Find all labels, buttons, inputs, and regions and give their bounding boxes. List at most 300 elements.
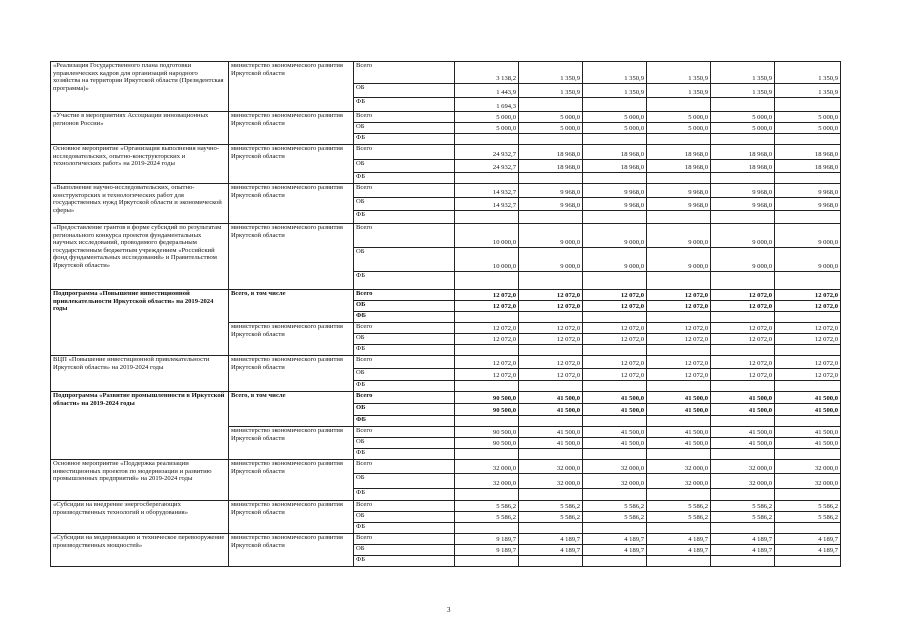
amount-cell: 12 072,0 bbox=[519, 356, 583, 369]
amount-cell: 12 072,0 bbox=[455, 290, 519, 301]
amount-cell: 12 072,0 bbox=[519, 301, 583, 312]
amount-cell: 5 000,0 bbox=[711, 112, 775, 123]
amount-cell bbox=[647, 272, 711, 290]
amount-cell bbox=[583, 312, 647, 323]
amount-cell: 1 694,3 bbox=[455, 98, 519, 112]
amount-cell bbox=[455, 272, 519, 290]
executor-cell: министерство экономического развития Иркутской области bbox=[229, 323, 354, 356]
amount-cell: 18 968,0 bbox=[647, 160, 711, 173]
amount-cell: 18 968,0 bbox=[647, 145, 711, 160]
funding-source-cell: ФБ bbox=[354, 134, 455, 145]
executor-cell: министерство экономического развития Иркутской области bbox=[229, 501, 354, 534]
amount-cell bbox=[711, 98, 775, 112]
amount-cell: 41 500,0 bbox=[519, 427, 583, 438]
amount-cell: 12 072,0 bbox=[711, 356, 775, 369]
funding-source-cell: ОБ bbox=[354, 248, 455, 272]
funding-source-cell: ОБ bbox=[354, 438, 455, 449]
funding-source-cell: ФБ bbox=[354, 173, 455, 184]
amount-cell: 32 000,0 bbox=[775, 474, 841, 489]
amount-cell: 12 072,0 bbox=[775, 290, 841, 301]
amount-cell: 18 968,0 bbox=[583, 145, 647, 160]
amount-cell bbox=[519, 173, 583, 184]
amount-cell: 90 500,0 bbox=[455, 392, 519, 404]
amount-cell bbox=[519, 272, 583, 290]
funding-source-cell: ФБ bbox=[354, 381, 455, 392]
amount-cell: 5 000,0 bbox=[775, 123, 841, 134]
funding-source-cell: Всего bbox=[354, 145, 455, 160]
funding-source-cell: ОБ bbox=[354, 545, 455, 556]
amount-cell: 9 189,7 bbox=[455, 545, 519, 556]
amount-cell bbox=[455, 345, 519, 356]
funding-source-cell: ОБ bbox=[354, 84, 455, 98]
amount-cell: 5 000,0 bbox=[455, 123, 519, 134]
amount-cell: 41 500,0 bbox=[519, 404, 583, 416]
amount-cell: 41 500,0 bbox=[711, 427, 775, 438]
funding-source-cell: ОБ bbox=[354, 474, 455, 489]
amount-cell: 4 189,7 bbox=[519, 534, 583, 545]
amount-cell: 9 000,0 bbox=[775, 224, 841, 248]
amount-cell: 5 586,2 bbox=[711, 512, 775, 523]
amount-cell bbox=[455, 489, 519, 501]
amount-cell bbox=[647, 211, 711, 224]
amount-cell bbox=[583, 345, 647, 356]
funding-source-cell: ФБ bbox=[354, 272, 455, 290]
amount-cell bbox=[583, 416, 647, 427]
amount-cell: 9 189,7 bbox=[455, 534, 519, 545]
amount-cell bbox=[647, 345, 711, 356]
amount-cell bbox=[775, 272, 841, 290]
table-row bbox=[51, 356, 841, 369]
executor-cell: министерство экономического развития Иркутской области bbox=[229, 460, 354, 501]
amount-cell: 3 138,2 bbox=[455, 62, 519, 84]
amount-cell: 12 072,0 bbox=[711, 369, 775, 381]
amount-cell: 4 189,7 bbox=[775, 534, 841, 545]
amount-cell: 9 000,0 bbox=[519, 248, 583, 272]
amount-cell bbox=[455, 523, 519, 534]
amount-cell: 12 072,0 bbox=[647, 334, 711, 345]
amount-cell bbox=[583, 134, 647, 145]
amount-cell bbox=[711, 312, 775, 323]
funding-source-cell: Всего bbox=[354, 534, 455, 545]
amount-cell: 12 072,0 bbox=[455, 369, 519, 381]
table-row bbox=[51, 112, 841, 123]
amount-cell bbox=[647, 98, 711, 112]
amount-cell: 5 586,2 bbox=[455, 501, 519, 512]
amount-cell bbox=[519, 98, 583, 112]
amount-cell bbox=[711, 416, 775, 427]
amount-cell: 12 072,0 bbox=[583, 356, 647, 369]
amount-cell bbox=[455, 312, 519, 323]
amount-cell bbox=[711, 556, 775, 567]
funding-source-cell: ОБ bbox=[354, 404, 455, 416]
table-row bbox=[51, 224, 841, 248]
amount-cell: 41 500,0 bbox=[711, 438, 775, 449]
amount-cell: 41 500,0 bbox=[519, 392, 583, 404]
amount-cell bbox=[647, 416, 711, 427]
amount-cell: 5 586,2 bbox=[519, 512, 583, 523]
amount-cell bbox=[519, 345, 583, 356]
amount-cell: 32 000,0 bbox=[455, 460, 519, 474]
amount-cell: 24 932,7 bbox=[455, 145, 519, 160]
amount-cell: 1 350,9 bbox=[519, 62, 583, 84]
amount-cell: 14 932,7 bbox=[455, 198, 519, 211]
amount-cell: 9 968,0 bbox=[775, 184, 841, 198]
amount-cell: 12 072,0 bbox=[775, 334, 841, 345]
funding-source-cell: Всего bbox=[354, 460, 455, 474]
amount-cell: 32 000,0 bbox=[711, 474, 775, 489]
table-row bbox=[51, 501, 841, 512]
amount-cell: 12 072,0 bbox=[519, 369, 583, 381]
amount-cell: 32 000,0 bbox=[519, 474, 583, 489]
funding-source-cell: ФБ bbox=[354, 211, 455, 224]
amount-cell: 12 072,0 bbox=[711, 290, 775, 301]
amount-cell: 32 000,0 bbox=[647, 474, 711, 489]
amount-cell bbox=[711, 134, 775, 145]
amount-cell bbox=[647, 449, 711, 460]
program-name-cell: Подпрограмма «Развитие промышленности в Иркутской области» на 2019-2024 годы bbox=[51, 392, 229, 460]
amount-cell bbox=[455, 556, 519, 567]
amount-cell bbox=[519, 489, 583, 501]
amount-cell: 41 500,0 bbox=[711, 392, 775, 404]
amount-cell bbox=[775, 489, 841, 501]
amount-cell: 12 072,0 bbox=[455, 356, 519, 369]
funding-source-cell: Всего bbox=[354, 501, 455, 512]
amount-cell bbox=[711, 272, 775, 290]
amount-cell: 5 000,0 bbox=[711, 123, 775, 134]
amount-cell: 41 500,0 bbox=[647, 404, 711, 416]
executor-cell: министерство экономического развития Иркутской области bbox=[229, 184, 354, 224]
amount-cell bbox=[455, 416, 519, 427]
amount-cell: 5 000,0 bbox=[775, 112, 841, 123]
amount-cell: 12 072,0 bbox=[711, 323, 775, 334]
amount-cell: 12 072,0 bbox=[455, 323, 519, 334]
funding-table bbox=[50, 61, 841, 567]
amount-cell bbox=[711, 523, 775, 534]
amount-cell: 4 189,7 bbox=[647, 545, 711, 556]
amount-cell bbox=[455, 211, 519, 224]
funding-source-cell: Всего bbox=[354, 290, 455, 301]
amount-cell: 41 500,0 bbox=[583, 392, 647, 404]
amount-cell: 4 189,7 bbox=[583, 545, 647, 556]
amount-cell: 5 586,2 bbox=[455, 512, 519, 523]
amount-cell: 10 000,0 bbox=[455, 248, 519, 272]
amount-cell: 9 000,0 bbox=[583, 224, 647, 248]
amount-cell: 5 000,0 bbox=[519, 112, 583, 123]
amount-cell bbox=[711, 211, 775, 224]
funding-source-cell: ФБ bbox=[354, 523, 455, 534]
amount-cell: 5 586,2 bbox=[775, 512, 841, 523]
amount-cell bbox=[583, 523, 647, 534]
funding-source-cell: ОБ bbox=[354, 160, 455, 173]
amount-cell: 41 500,0 bbox=[519, 438, 583, 449]
amount-cell: 1 350,9 bbox=[711, 62, 775, 84]
amount-cell: 1 350,9 bbox=[647, 62, 711, 84]
amount-cell: 5 000,0 bbox=[583, 112, 647, 123]
funding-source-cell: Всего bbox=[354, 427, 455, 438]
amount-cell bbox=[455, 173, 519, 184]
amount-cell: 5 586,2 bbox=[711, 501, 775, 512]
amount-cell: 12 072,0 bbox=[647, 356, 711, 369]
amount-cell: 41 500,0 bbox=[583, 438, 647, 449]
amount-cell: 1 350,9 bbox=[711, 84, 775, 98]
amount-cell: 41 500,0 bbox=[711, 404, 775, 416]
amount-cell bbox=[647, 556, 711, 567]
amount-cell bbox=[519, 312, 583, 323]
amount-cell bbox=[711, 173, 775, 184]
table-row bbox=[51, 145, 841, 160]
amount-cell: 5 000,0 bbox=[647, 123, 711, 134]
amount-cell bbox=[583, 556, 647, 567]
amount-cell bbox=[583, 489, 647, 501]
amount-cell: 32 000,0 bbox=[583, 460, 647, 474]
amount-cell: 9 968,0 bbox=[711, 184, 775, 198]
amount-cell bbox=[455, 449, 519, 460]
amount-cell: 9 968,0 bbox=[775, 198, 841, 211]
amount-cell: 41 500,0 bbox=[775, 438, 841, 449]
amount-cell: 1 443,9 bbox=[455, 84, 519, 98]
table-row bbox=[51, 460, 841, 474]
amount-cell bbox=[519, 381, 583, 392]
amount-cell: 12 072,0 bbox=[583, 369, 647, 381]
amount-cell: 9 968,0 bbox=[519, 198, 583, 211]
amount-cell bbox=[711, 489, 775, 501]
amount-cell: 4 189,7 bbox=[519, 545, 583, 556]
program-name-cell: «Предоставление грантов в форме субсидий по результатам регионального конкурса проектов фундаментальных научных исследований, проводимого федеральным государственным бюджетным учреждением «Российский фонд фундаментальных исследований» и Правительством Иркутской области» bbox=[51, 224, 229, 290]
amount-cell: 1 350,9 bbox=[775, 84, 841, 98]
amount-cell: 18 968,0 bbox=[519, 145, 583, 160]
amount-cell: 41 500,0 bbox=[647, 392, 711, 404]
executor-cell: министерство экономического развития Иркутской области bbox=[229, 62, 354, 112]
amount-cell bbox=[519, 416, 583, 427]
program-name-cell: Подпрограмма «Повышение инвестиционной привлекательности Иркутской области» на 2019-2024 годы bbox=[51, 290, 229, 356]
table-row bbox=[51, 392, 841, 404]
amount-cell: 5 586,2 bbox=[583, 501, 647, 512]
table-row bbox=[51, 62, 841, 84]
amount-cell: 9 000,0 bbox=[711, 224, 775, 248]
funding-source-cell: Всего bbox=[354, 323, 455, 334]
amount-cell bbox=[711, 345, 775, 356]
amount-cell: 14 932,7 bbox=[455, 184, 519, 198]
amount-cell: 12 072,0 bbox=[775, 301, 841, 312]
funding-source-cell: ОБ bbox=[354, 512, 455, 523]
amount-cell bbox=[583, 173, 647, 184]
amount-cell bbox=[711, 449, 775, 460]
funding-source-cell: Всего bbox=[354, 112, 455, 123]
amount-cell bbox=[711, 381, 775, 392]
amount-cell bbox=[455, 381, 519, 392]
table-row bbox=[51, 534, 841, 545]
amount-cell bbox=[647, 489, 711, 501]
amount-cell bbox=[775, 523, 841, 534]
amount-cell bbox=[775, 556, 841, 567]
amount-cell: 41 500,0 bbox=[775, 404, 841, 416]
amount-cell: 12 072,0 bbox=[583, 323, 647, 334]
amount-cell: 5 586,2 bbox=[775, 501, 841, 512]
amount-cell bbox=[775, 449, 841, 460]
amount-cell bbox=[583, 449, 647, 460]
funding-source-cell: Всего bbox=[354, 356, 455, 369]
table-row bbox=[51, 290, 841, 301]
amount-cell: 18 968,0 bbox=[519, 160, 583, 173]
amount-cell: 12 072,0 bbox=[519, 290, 583, 301]
funding-source-cell: ФБ bbox=[354, 312, 455, 323]
amount-cell: 12 072,0 bbox=[775, 369, 841, 381]
executor-cell: Всего, в том числе bbox=[229, 392, 354, 427]
amount-cell: 5 000,0 bbox=[647, 112, 711, 123]
amount-cell: 12 072,0 bbox=[711, 334, 775, 345]
amount-cell bbox=[775, 173, 841, 184]
amount-cell: 41 500,0 bbox=[775, 427, 841, 438]
amount-cell bbox=[583, 98, 647, 112]
amount-cell: 41 500,0 bbox=[583, 427, 647, 438]
amount-cell: 41 500,0 bbox=[647, 427, 711, 438]
funding-source-cell: ОБ bbox=[354, 334, 455, 345]
amount-cell: 4 189,7 bbox=[711, 545, 775, 556]
funding-source-cell: ФБ bbox=[354, 489, 455, 501]
amount-cell: 18 968,0 bbox=[775, 145, 841, 160]
amount-cell: 18 968,0 bbox=[711, 160, 775, 173]
amount-cell: 9 000,0 bbox=[583, 248, 647, 272]
amount-cell: 12 072,0 bbox=[583, 301, 647, 312]
amount-cell: 32 000,0 bbox=[711, 460, 775, 474]
amount-cell: 9 000,0 bbox=[647, 248, 711, 272]
amount-cell bbox=[455, 134, 519, 145]
amount-cell: 9 968,0 bbox=[583, 198, 647, 211]
amount-cell: 12 072,0 bbox=[775, 356, 841, 369]
amount-cell: 4 189,7 bbox=[647, 534, 711, 545]
amount-cell: 12 072,0 bbox=[647, 301, 711, 312]
amount-cell: 18 968,0 bbox=[583, 160, 647, 173]
amount-cell: 12 072,0 bbox=[519, 334, 583, 345]
amount-cell: 12 072,0 bbox=[711, 301, 775, 312]
amount-cell: 12 072,0 bbox=[583, 334, 647, 345]
funding-source-cell: Всего bbox=[354, 224, 455, 248]
amount-cell bbox=[775, 211, 841, 224]
funding-source-cell: ОБ bbox=[354, 123, 455, 134]
amount-cell: 90 500,0 bbox=[455, 438, 519, 449]
amount-cell: 9 968,0 bbox=[711, 198, 775, 211]
amount-cell: 90 500,0 bbox=[455, 404, 519, 416]
amount-cell: 9 968,0 bbox=[583, 184, 647, 198]
amount-cell: 41 500,0 bbox=[775, 392, 841, 404]
amount-cell bbox=[519, 211, 583, 224]
amount-cell bbox=[583, 272, 647, 290]
program-name-cell: Основное мероприятие «Организация выполнения научно-исследовательских, опытно-конструкторских и технологических работ» на 2019-2024 годы bbox=[51, 145, 229, 184]
amount-cell: 9 968,0 bbox=[647, 184, 711, 198]
program-name-cell: ВЦП «Повышение инвестиционной привлекательности Иркутской области» на 2019-2024 годы bbox=[51, 356, 229, 392]
amount-cell: 4 189,7 bbox=[775, 545, 841, 556]
amount-cell: 1 350,9 bbox=[647, 84, 711, 98]
amount-cell bbox=[519, 134, 583, 145]
amount-cell: 12 072,0 bbox=[519, 323, 583, 334]
amount-cell: 1 350,9 bbox=[583, 62, 647, 84]
amount-cell: 9 000,0 bbox=[711, 248, 775, 272]
amount-cell: 12 072,0 bbox=[455, 301, 519, 312]
program-name-cell: Основное мероприятие «Поддержка реализации инвестиционных проектов по модернизации и развитию промышленных предприятий» на 2019-2024 годы bbox=[51, 460, 229, 501]
amount-cell: 12 072,0 bbox=[647, 369, 711, 381]
executor-cell: министерство экономического развития Иркутской области bbox=[229, 427, 354, 460]
program-name-cell: «Реализация Государственного плана подготовки управленческих кадров для организаций народного хозяйства на территории Иркутской области (Президентская программа)» bbox=[51, 62, 229, 112]
amount-cell: 4 189,7 bbox=[583, 534, 647, 545]
amount-cell: 5 586,2 bbox=[583, 512, 647, 523]
amount-cell bbox=[519, 449, 583, 460]
amount-cell: 9 000,0 bbox=[519, 224, 583, 248]
funding-source-cell: Всего bbox=[354, 62, 455, 84]
amount-cell: 12 072,0 bbox=[455, 334, 519, 345]
amount-cell bbox=[775, 134, 841, 145]
amount-cell: 5 586,2 bbox=[647, 501, 711, 512]
amount-cell: 1 350,9 bbox=[583, 84, 647, 98]
amount-cell bbox=[647, 173, 711, 184]
executor-cell: Всего, в том числе bbox=[229, 290, 354, 323]
amount-cell bbox=[519, 556, 583, 567]
program-name-cell: «Субсидии на модернизацию и техническое перевооружение производственных мощностей» bbox=[51, 534, 229, 567]
amount-cell: 32 000,0 bbox=[647, 460, 711, 474]
amount-cell: 10 000,0 bbox=[455, 224, 519, 248]
amount-cell: 41 500,0 bbox=[583, 404, 647, 416]
funding-source-cell: Всего bbox=[354, 392, 455, 404]
amount-cell: 32 000,0 bbox=[519, 460, 583, 474]
amount-cell: 12 072,0 bbox=[583, 290, 647, 301]
amount-cell: 5 000,0 bbox=[455, 112, 519, 123]
amount-cell: 12 072,0 bbox=[775, 323, 841, 334]
funding-source-cell: ФБ bbox=[354, 416, 455, 427]
amount-cell: 9 968,0 bbox=[647, 198, 711, 211]
amount-cell: 5 586,2 bbox=[519, 501, 583, 512]
executor-cell: министерство экономического развития Иркутской области bbox=[229, 224, 354, 290]
amount-cell bbox=[775, 416, 841, 427]
amount-cell bbox=[775, 381, 841, 392]
amount-cell: 1 350,9 bbox=[519, 84, 583, 98]
amount-cell: 9 000,0 bbox=[775, 248, 841, 272]
amount-cell: 41 500,0 bbox=[647, 438, 711, 449]
executor-cell: министерство экономического развития Иркутской области bbox=[229, 356, 354, 392]
executor-cell: министерство экономического развития Иркутской области bbox=[229, 112, 354, 145]
amount-cell: 9 968,0 bbox=[519, 184, 583, 198]
funding-source-cell: ФБ bbox=[354, 98, 455, 112]
amount-cell: 24 932,7 bbox=[455, 160, 519, 173]
funding-source-cell: ФБ bbox=[354, 449, 455, 460]
amount-cell bbox=[775, 312, 841, 323]
program-name-cell: «Субсидии на внедрение энергосберегающих производственных технологий и оборудования» bbox=[51, 501, 229, 534]
table-row bbox=[51, 184, 841, 198]
amount-cell: 32 000,0 bbox=[583, 474, 647, 489]
amount-cell: 90 500,0 bbox=[455, 427, 519, 438]
amount-cell: 9 000,0 bbox=[647, 224, 711, 248]
funding-source-cell: ФБ bbox=[354, 345, 455, 356]
funding-source-cell: ОБ bbox=[354, 369, 455, 381]
amount-cell: 12 072,0 bbox=[647, 290, 711, 301]
funding-source-cell: ОБ bbox=[354, 301, 455, 312]
amount-cell: 32 000,0 bbox=[775, 460, 841, 474]
amount-cell: 5 586,2 bbox=[647, 512, 711, 523]
amount-cell: 12 072,0 bbox=[647, 323, 711, 334]
funding-source-cell: ФБ bbox=[354, 556, 455, 567]
amount-cell: 5 000,0 bbox=[583, 123, 647, 134]
amount-cell: 4 189,7 bbox=[711, 534, 775, 545]
amount-cell bbox=[775, 345, 841, 356]
amount-cell bbox=[775, 98, 841, 112]
funding-source-cell: ОБ bbox=[354, 198, 455, 211]
amount-cell: 18 968,0 bbox=[711, 145, 775, 160]
amount-cell: 5 000,0 bbox=[519, 123, 583, 134]
amount-cell: 18 968,0 bbox=[775, 160, 841, 173]
executor-cell: министерство экономического развития Иркутской области bbox=[229, 534, 354, 567]
amount-cell: 1 350,9 bbox=[775, 62, 841, 84]
amount-cell bbox=[647, 312, 711, 323]
program-name-cell: «Выполнение научно-исследовательских, опытно-конструкторских и технологических работ для государственных нужд Иркутской области и экономической сферы» bbox=[51, 184, 229, 224]
funding-source-cell: Всего bbox=[354, 184, 455, 198]
